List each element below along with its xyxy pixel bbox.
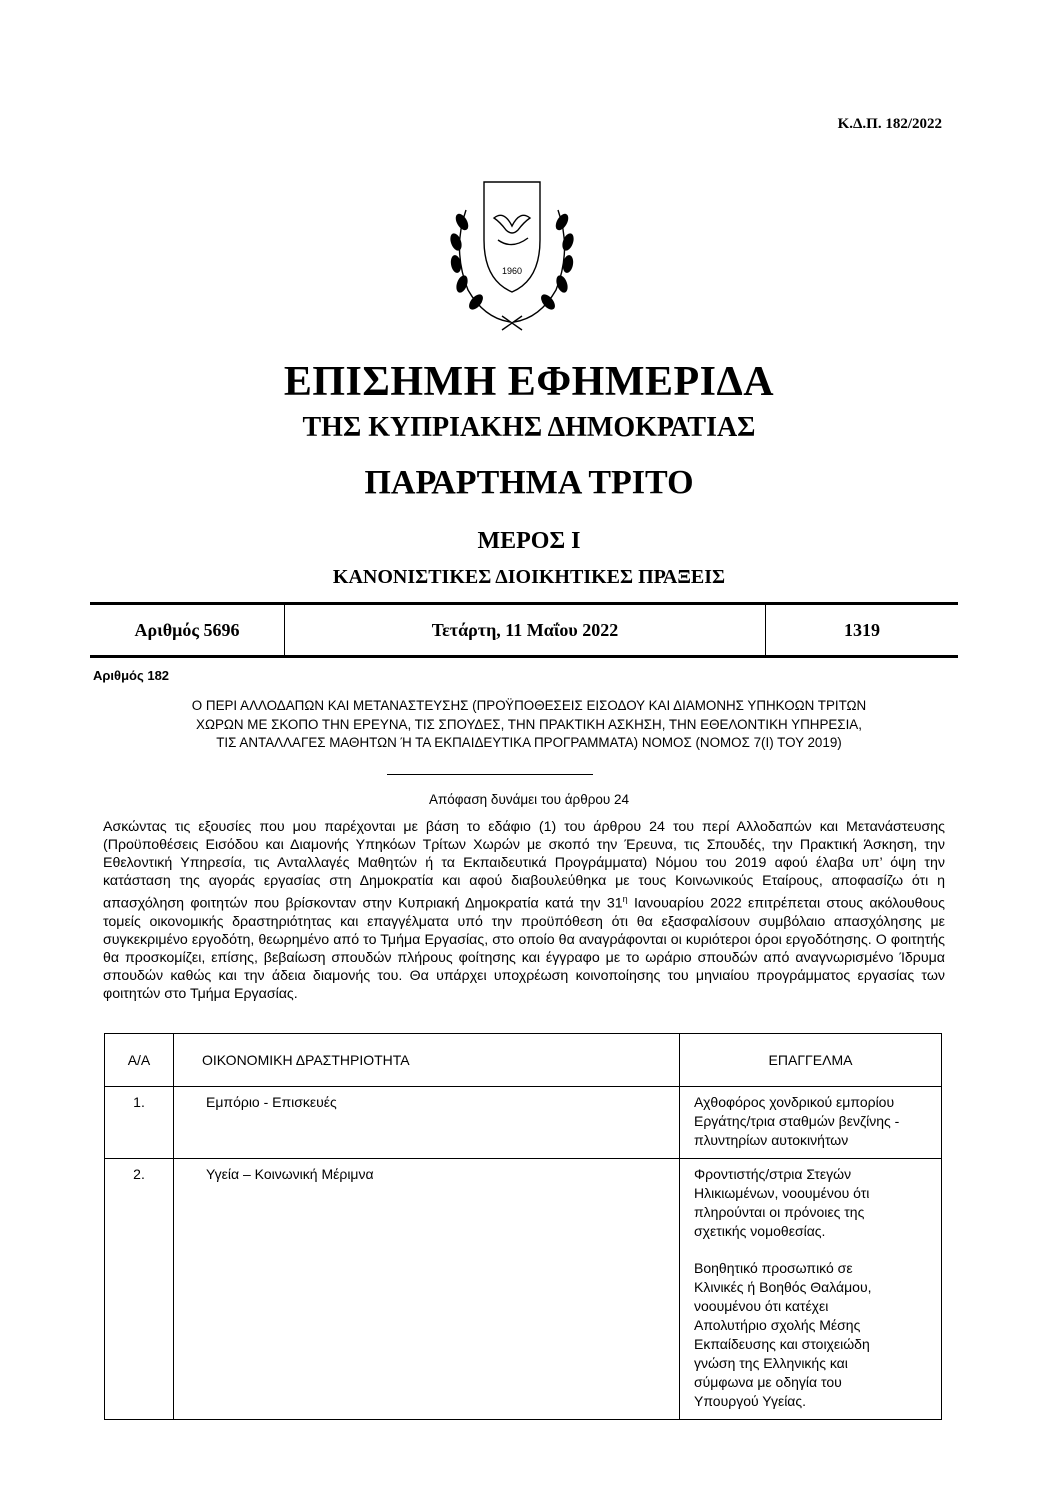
row-occupation — [680, 1087, 942, 1159]
decision-heading: Απόφαση δυνάμει του άρθρου 24 — [428, 792, 630, 807]
paragraph-superscript: η — [622, 894, 628, 904]
gazette-title: ΕΠΙΣΗΜΗ ΕΦΗΜΕΡΙΔΑ — [283, 359, 775, 405]
paragraph-text: Ιανουαρίου 2022 επιτρέπεται στους ακόλουθους τομείς οικονομικής δραστηριότητας και επαγγέλματα υπό την προϋπόθεση ότι θα εξασφαλίσουν συμβόλαιο απασχόλησης με συγκεκριμένο εργοδότη, θεωρημένο από το Τμήμα Εργασίας, στο οποίο θα αναγράφονται οι κυριότεροι όροι εργοδότησης. Ο φοιτητής θα προσκομίζει, επίσης, βεβαίωση σπουδών πλήρους φοίτησης και έγγραφο με το ωράριο σπουδών από αναγνωρισμένο Ίδρυμα σπουδών καθώς και την άδεια διαμονής του. Θα υπάρχει υποχρέωση κοινοποίησης του μηνιαίου προγράμματος εργασίας των φοιτητών στο Τμήμα Εργασίας. — [103, 895, 945, 1002]
occupation-text: Φροντιστής/στρια Στεγών Ηλικιωμένων, νοουμένου ότι πληρούνται οι πρόνοιες της σχετικής νομοθεσίας. — [694, 1166, 870, 1239]
header-activity: ΟΙΚΟΝΟΜΙΚΗ ΔΡΑΣΤΗΡΙΟΤΗΤΑ — [174, 1034, 680, 1087]
decision-paragraph — [103, 818, 945, 1003]
section-title: ΚΑΝΟΝΙΣΤΙΚΕΣ ΔΙΟΙΚΗΤΙΚΕΣ ΠΡΑΞΕΙΣ — [332, 566, 726, 588]
law-title-line: ΧΩΡΩΝ ΜΕ ΣΚΟΠΟ ΤΗΝ ΕΡΕΥΝΑ, ΤΙΣ ΣΠΟΥΔΕΣ, ΤΗΝ ΠΡΑΚΤΙΚΗ ΑΣΚΗΣΗ, ΤΗΝ ΕΘΕΛΟΝΤΙΚΗ ΥΠΗΡΕΣΙΑ, — [196, 716, 862, 732]
row-occupation — [680, 1159, 942, 1420]
table-row — [105, 1159, 942, 1420]
table-header-row — [105, 1034, 942, 1087]
occupation-text: Αχθοφόρος χονδρικού εμπορίου Εργάτης/τρια σταθμών βενζίνης - πλυντηρίων αυτοκινήτων — [694, 1094, 900, 1148]
row-aa: 1. — [105, 1087, 174, 1159]
row-aa: 2. — [105, 1159, 174, 1420]
issue-page: 1319 — [844, 619, 880, 640]
header-aa: Α/Α — [105, 1034, 174, 1087]
issue-number: Αριθμός 5696 — [90, 605, 285, 655]
document-number: Αριθμός 182 — [93, 668, 170, 683]
issue-date: Τετάρτη, 11 Μαΐου 2022 — [285, 605, 766, 655]
gazette-reference: Κ.Δ.Π. 182/2022 — [837, 116, 942, 132]
header-occupation: ΕΠΑΓΓΕΛΜΑ — [680, 1034, 942, 1087]
occupation-text: Βοηθητικό προσωπικό σε Κλινικές ή Βοηθός Θαλάμου, νοουμένου ότι κατέχει Απολυτήριο σχολής Μέσης Εκπαίδευσης και στοιχειώδη γνώση της Ελληνικής και σύμφωνα με οδηγία του Υπουργού Υγείας. — [694, 1260, 872, 1409]
gazette-subtitle: ΤΗΣ ΚΥΠΡΙΑΚΗΣ ΔΗΜΟΚΡΑΤΙΑΣ — [302, 412, 756, 443]
table-row — [105, 1087, 942, 1159]
paragraph-text: Ασκώντας τις εξουσίες που μου παρέχονται με βάση το εδάφιο (1) του άρθρου 24 του περί Αλλοδαπών και Μετανάστευσης (Προϋποθέσεις Εισόδου και Διαμονής Υπηκόων Τρίτων Χωρών με σκοπό την Έρευνα, τις Σπουδές, την Πρακτική Άσκηση, την Εθελοντική Υπηρεσία, τις Ανταλλαγές Μαθητών ή τα Εκπαιδευτικά Προγράμματα) Νόμου του 2019 αφού έλαβα υπ’ όψη την κατάσταση της αγοράς εργασίας στη Δημοκρατία και αφού διαβουλεύθηκα με τους Κοινωνικούς Εταίρους, αποφασίζω ότι η απασχόληση φοιτητών που βρίσκονταν στην Κυπριακή Δημοκρατία κατά την 31 — [103, 819, 945, 912]
law-title-line: Ο ΠΕΡΙ ΑΛΛΟΔΑΠΩΝ ΚΑΙ ΜΕΤΑΝΑΣΤΕΥΣΗΣ (ΠΡΟΫΠΟΘΕΣΕΙΣ ΕΙΣΟΔΟΥ ΚΑΙ ΔΙΑΜΟΝΗΣ ΥΠΗΚΟΩΝ ΤΡΙΤΩΝ — [191, 698, 867, 713]
divider — [387, 774, 593, 775]
issue-bar — [90, 602, 958, 658]
row-activity: Εμπόριο - Επισκευές — [174, 1087, 680, 1159]
annex-title: ΠΑΡΑΡΤΗΜΑ ΤΡΙΤΟ — [364, 464, 694, 501]
law-title — [100, 697, 958, 753]
part-title: ΜΕΡΟΣ Ι — [477, 528, 581, 554]
emblem-year: 1960 — [501, 266, 523, 276]
law-title-line: ΤΙΣ ΑΝΤΑΛΛΑΓΕΣ ΜΑΘΗΤΩΝ Ή ΤΑ ΕΚΠΑΙΔΕΥΤΙΚΑ ΠΡΟΓΡΑΜΜΑΤΑ) ΝΟΜΟΣ (ΝΟΜΟΣ 7(Ι) ΤΟΥ 2019) — [216, 735, 842, 750]
coat-of-arms-icon — [432, 170, 592, 340]
row-activity: Υγεία – Κοινωνική Μέριμνα — [174, 1159, 680, 1420]
occupations-table — [104, 1033, 942, 1420]
